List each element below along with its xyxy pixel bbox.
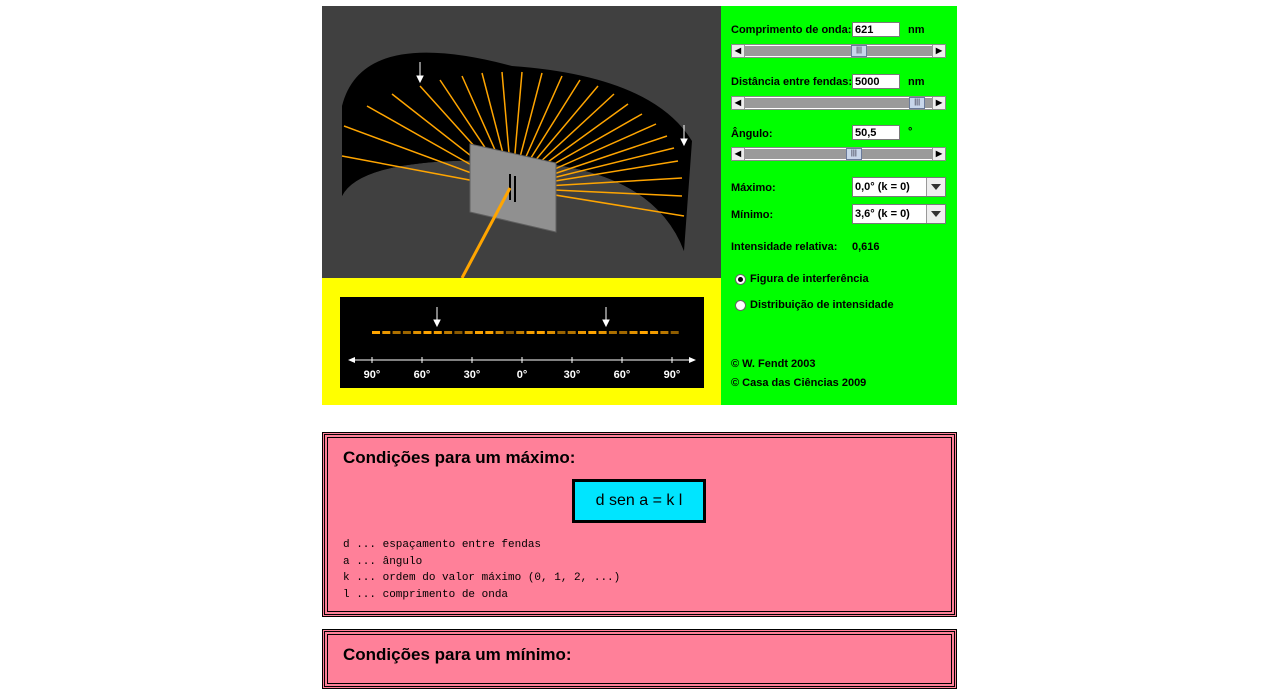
minimo-select[interactable] bbox=[852, 204, 946, 224]
fringe bbox=[609, 331, 617, 334]
fringe bbox=[650, 331, 658, 334]
scroll-left-icon[interactable]: ◀ bbox=[732, 97, 745, 109]
fringe bbox=[413, 331, 421, 334]
legend-line: d ... espaçamento entre fendas bbox=[343, 539, 542, 551]
distance-slider-thumb[interactable]: ||| bbox=[909, 97, 925, 109]
wavelength-slider[interactable] bbox=[731, 44, 946, 58]
axis-tick-label: 30° bbox=[563, 369, 581, 381]
maximo-select[interactable] bbox=[852, 177, 946, 197]
fringe bbox=[496, 331, 504, 334]
legend-line: l ... comprimento de onda bbox=[343, 589, 509, 601]
wavelength-label: Comprimento de onda: bbox=[731, 24, 852, 36]
pattern-svg bbox=[340, 297, 704, 388]
fringe bbox=[465, 331, 473, 334]
axis-tick-label: 90° bbox=[363, 369, 381, 381]
axis-tick-label: 60° bbox=[413, 369, 431, 381]
double-slit-3d-view bbox=[322, 6, 721, 278]
control-panel bbox=[721, 6, 957, 405]
angle-unit: ° bbox=[908, 126, 913, 138]
wavelength-input[interactable]: 621 bbox=[852, 22, 900, 37]
scroll-right-icon[interactable]: ▶ bbox=[932, 45, 945, 57]
fringe bbox=[382, 331, 390, 334]
scroll-right-icon[interactable]: ▶ bbox=[932, 97, 945, 109]
scroll-left-icon[interactable]: ◀ bbox=[732, 148, 745, 160]
radio-distribution-label[interactable]: Distribuição de intensidade bbox=[750, 299, 894, 311]
arrow-right-icon bbox=[689, 357, 696, 363]
distance-input[interactable]: 5000 bbox=[852, 74, 900, 89]
maximo-label: Máximo: bbox=[731, 182, 776, 194]
fringe bbox=[516, 331, 524, 334]
fringe bbox=[660, 331, 668, 334]
chevron-down-icon[interactable] bbox=[926, 178, 945, 196]
radio-distribution[interactable] bbox=[735, 300, 746, 311]
minimum-conditions-box bbox=[322, 629, 957, 689]
arrow-down-icon bbox=[603, 320, 609, 326]
intensity-label: Intensidade relativa: bbox=[731, 241, 838, 253]
fringes bbox=[372, 331, 679, 334]
radio-interference[interactable] bbox=[735, 274, 746, 285]
axis-tick-label: 90° bbox=[663, 369, 681, 381]
fringe bbox=[547, 331, 555, 334]
angle-slider-thumb[interactable]: ||| bbox=[846, 148, 862, 160]
maximo-select-value: 0,0° (k = 0) bbox=[855, 181, 910, 193]
maximum-conditions-box bbox=[322, 432, 957, 617]
fringe bbox=[454, 331, 462, 334]
legend-line: k ... ordem do valor máximo (0, 1, 2, ...) bbox=[343, 572, 621, 584]
fringe bbox=[671, 331, 679, 334]
fringe bbox=[568, 331, 576, 334]
arrow-down-icon bbox=[434, 320, 440, 326]
radio-interference-label[interactable]: Figura de interferência bbox=[750, 273, 869, 285]
distance-slider[interactable] bbox=[731, 96, 946, 110]
wavelength-slider-thumb[interactable]: ||| bbox=[851, 45, 867, 57]
wavelength-unit: nm bbox=[908, 24, 925, 36]
interference-pattern bbox=[340, 297, 704, 388]
arrow-left-icon bbox=[348, 357, 355, 363]
angle-slider[interactable] bbox=[731, 147, 946, 161]
fringe bbox=[424, 331, 432, 334]
axis-tick-label: 0° bbox=[516, 369, 528, 381]
copyright-casa: © Casa das Ciências 2009 bbox=[731, 377, 867, 389]
angle-label: Ângulo: bbox=[731, 128, 773, 140]
axis-tick-label: 60° bbox=[613, 369, 631, 381]
applet bbox=[322, 6, 957, 405]
axis-ticks bbox=[364, 357, 681, 381]
fringe bbox=[434, 331, 442, 334]
fringe bbox=[475, 331, 483, 334]
fringe bbox=[578, 331, 586, 334]
minimum-title: Condições para um mínimo: bbox=[343, 645, 572, 664]
angle-input[interactable]: 50,5 bbox=[852, 125, 900, 140]
fringe bbox=[393, 331, 401, 334]
axis-tick-label: 30° bbox=[463, 369, 481, 381]
fringe bbox=[619, 331, 627, 334]
legend-line: a ... ângulo bbox=[343, 556, 423, 568]
fringe bbox=[588, 331, 596, 334]
fringe bbox=[557, 331, 565, 334]
distance-unit: nm bbox=[908, 76, 925, 88]
diffraction-scene-svg bbox=[322, 6, 721, 278]
copyright-fendt: © W. Fendt 2003 bbox=[731, 358, 816, 370]
maximum-title: Condições para um máximo: bbox=[343, 448, 576, 467]
maximum-formula: d sen a = k l bbox=[572, 479, 706, 523]
fringe bbox=[599, 331, 607, 334]
fringe bbox=[537, 331, 545, 334]
chevron-down-icon[interactable] bbox=[926, 205, 945, 223]
fringe bbox=[485, 331, 493, 334]
fringe bbox=[403, 331, 411, 334]
minimo-label: Mínimo: bbox=[731, 209, 774, 221]
scroll-left-icon[interactable]: ◀ bbox=[732, 45, 745, 57]
distance-label: Distância entre fendas: bbox=[731, 76, 853, 88]
fringe bbox=[444, 331, 452, 334]
minimo-select-value: 3,6° (k = 0) bbox=[855, 208, 910, 220]
scroll-right-icon[interactable]: ▶ bbox=[932, 148, 945, 160]
intensity-value: 0,616 bbox=[852, 241, 880, 253]
fringe bbox=[640, 331, 648, 334]
pattern-frame bbox=[322, 278, 721, 405]
fringe bbox=[506, 331, 514, 334]
fringe bbox=[630, 331, 638, 334]
fringe bbox=[527, 331, 535, 334]
fringe bbox=[372, 331, 380, 334]
